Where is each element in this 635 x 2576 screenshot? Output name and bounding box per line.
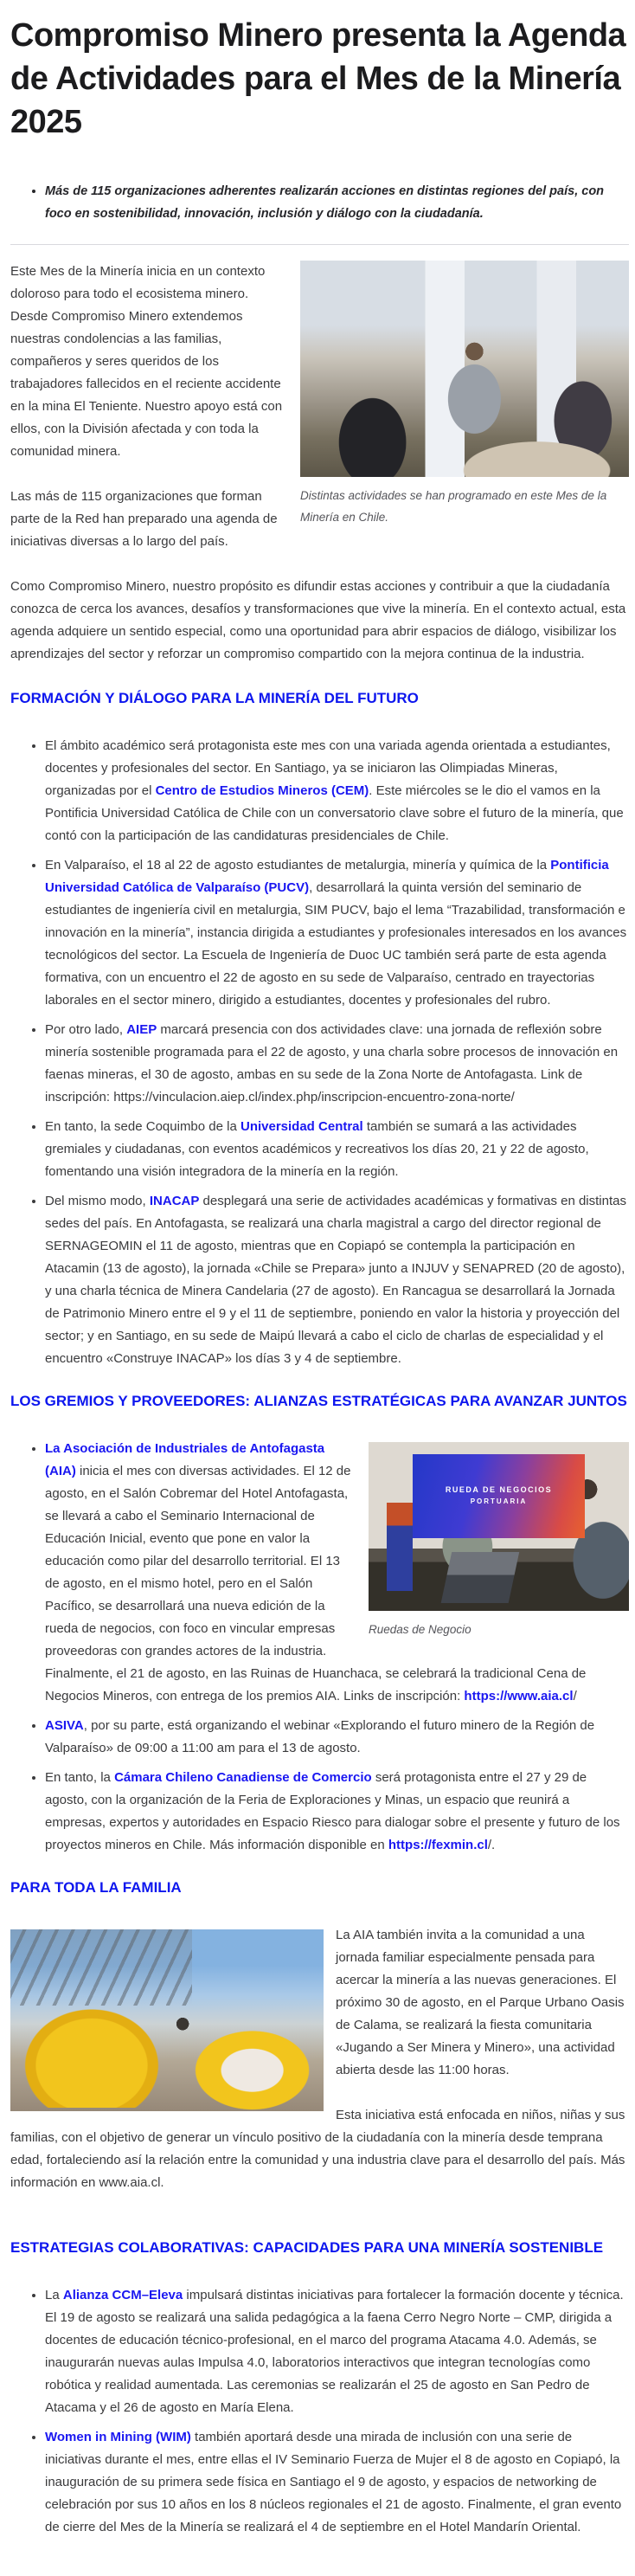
bullet-item bbox=[45, 1190, 629, 1370]
photo-screen-text-1: • RUEDA DE NEGOCIOS bbox=[445, 1485, 553, 1495]
inline-link[interactable]: La Asociación de Industriales de Antofagasta (AIA) bbox=[45, 1441, 325, 1478]
bullet-text: La Alianza CCM–Eleva impulsará distintas iniciativas para fortalecer la formación docente y técnica. El 19 de agosto se realizará una salida pedagógica a la faena Cerro Negro Norte – CMP, dirigida a docentes de educación técnico-profesional, en el marco del programa Atacama 4.0. Además, se inaugurarán nuevas aulas Impulsa 4.0, laboratorios interactivos que integran tecnologías como robótica y realidad aumentada. Las ceremonias se realizarán el 25 de agosto en San Pedro de Atacama y el 26 de agosto en María Elena. bbox=[45, 2288, 624, 2415]
bullet-item bbox=[45, 2284, 629, 2419]
intro-paragraph-1: Este Mes de la Minería inicia en un contexto doloroso para todo el ecosistema minero. Desde Compromiso Minero extendemos nuestras condolencias a las familias, compañeros y seres queridos de los trabajadores fallecidos en el reciente accidente en la mina El Teniente. Nuestro apoyo está con ellos, con la División afectada y con toda la comunidad minera. bbox=[10, 264, 283, 459]
ride-car-shape bbox=[16, 2002, 167, 2108]
section-heading-formacion: FORMACIÓN Y DIÁLOGO PARA LA MINERÍA DEL FUTURO bbox=[10, 690, 419, 706]
bullet-item bbox=[45, 1438, 629, 1708]
lead-summary-item: • Más de 115 organizaciones adherentes realizarán acciones en distintas regiones del país, con foco en sostenibilidad, innovación, inclusión y diálogo con la ciudadanía. bbox=[45, 180, 629, 225]
inline-link[interactable]: Pontificia Universidad Católica de Valparaíso (PUCV) bbox=[45, 858, 609, 895]
photo-screen-text-2: PORTUARIA bbox=[470, 1497, 528, 1506]
bullet-text: En Valparaíso, el 18 al 22 de agosto estudiantes de metalurgia, minería y química de la Pontificia Universidad Católica de Valparaíso (PUCV), desarrollará la quinta versión del seminario de estudiantes de ingeniería civil en metalurgia, SIM PUCV, bajo el lema “Trazabilidad, transformación e innovación en la minería”, instancia dirigida a estudiantes y profesionales interesados en los avances tecnológicos del sector. La Escuela de Ingeniería de Duoc UC también será parte de esta agenda formativa, con un encuentro el 22 de agosto en su sede de Valparaíso, centrado en trayectorias laborales en el sector minero, dirigido a estudiantes, docentes y profesionales del rubro. bbox=[45, 858, 627, 1008]
figure-ruedas-negocio bbox=[369, 1442, 629, 1640]
bullet-text: En tanto, la Cámara Chileno Canadiense de Comercio será protagonista entre el 27 y 29 de agosto, con la organización de la Feria de Exploraciones y Minas, un espacio que reunirá a empresas, expertos y autoridades en Espacio Riesco para dialogar sobre el presente y futuro de los proyectos mineros en Chile. Más información disponible en https://fexmin.cl/. bbox=[45, 1770, 620, 1852]
bullet-list-gremios bbox=[10, 1438, 629, 1857]
page-title: Compromiso Minero presenta la Agenda de Actividades para el Mes de la Minería 2025 bbox=[10, 17, 626, 140]
section-heading-estrategias: ESTRATEGIAS COLABORATIVAS: CAPACIDADES PARA UNA MINERÍA SOSTENIBLE bbox=[10, 2239, 604, 2256]
photo-ruedas-de-negocio bbox=[369, 1442, 629, 1611]
inline-link[interactable]: Alianza CCM–Eleva bbox=[62, 2288, 183, 2302]
inline-link[interactable]: INACAP bbox=[149, 1194, 200, 1208]
bullet-item bbox=[45, 1019, 629, 1109]
photo-networking-event bbox=[300, 261, 629, 477]
bullet-item bbox=[45, 1715, 629, 1760]
intro-paragraph-2: Las más de 115 organizaciones que forman parte de la Red han preparado una agenda de iniciativas diversas a lo largo del país. bbox=[10, 489, 278, 549]
figure-mining-month bbox=[300, 261, 629, 528]
photo-caption: Ruedas de Negocio bbox=[369, 1623, 471, 1636]
bullet-text: En tanto, la sede Coquimbo de la Universidad Central también se sumará a las actividades gremiales y ciudadanas, con eventos académicos y recreativos los días 20, 21 y 22 de agosto, fomentando una visión integradora de la minería en la región. bbox=[45, 1119, 589, 1179]
bullet-item bbox=[45, 2426, 629, 2539]
bullet-item bbox=[45, 1116, 629, 1183]
photo-family-ride bbox=[10, 1929, 324, 2111]
family-section bbox=[10, 1924, 629, 2217]
bullet-list-estrategias bbox=[10, 2284, 629, 2539]
inline-link[interactable]: AIEP bbox=[126, 1022, 157, 1037]
bullet-item bbox=[45, 854, 629, 1012]
divider bbox=[10, 244, 629, 245]
figure-family-ride bbox=[10, 1929, 324, 2111]
inline-link[interactable]: https://www.aia.cl bbox=[464, 1689, 574, 1703]
bullet-text: El ámbito académico será protagonista este mes con una variada agenda orientada a estudiantes, docentes y profesionales del sector. En Santiago, ya se iniciaron las Olimpiadas Mineras, organizadas por el Centro de Estudios Mineros (CEM). Este miércoles se le dio el vamos en la Pontificia Universidad Católica de Chile con un conversatorio clave sobre el futuro de la minería, que contó con la participación de las candidaturas presidenciales de Chile. bbox=[45, 738, 624, 843]
bullet-text: La Asociación de Industriales de Antofagasta (AIA) inicia el mes con diversas actividades. El 12 de agosto, en el Salón Cobremar del Hotel Antofagasta, se llevará a cabo el Seminario Internacional de Educación Inicial, evento que pone en valor la educación como pilar del desarrollo territorial. El 13 de agosto, en el mismo hotel, pero en el Salón Pacífico, se desarrollará una nueva edición de la rueda de negocios, con foco en vincular empresas proveedoras con grandes actores de la industria. Finalmente, el 21 de agosto, en las Ruinas de Huanchaca, se celebrará la tradicional Cena de Negocios Mineros, con entrega de los premios AIA. Links de inscripción: https://www.aia.cl/ bbox=[45, 1441, 587, 1703]
bullet-text: Women in Mining (WIM) también aportará desde una mirada de inclusión con una serie de iniciativas durante el mes, entre ellas el IV Seminario Fuerza de Mujer el 8 de agosto en Copiapó, la inauguración de su primera sede física en Santiago el 9 de agosto, y espacios de networking de celebración por sus 10 años en los 8 núcleos regionales el 21 de agosto. Finalmente, el gran evento de cierre del Mes de la Minería se realizará el 4 de septiembre en el Hotel Mandarín Oriental. bbox=[45, 2430, 622, 2534]
bullet-item bbox=[45, 1767, 629, 1857]
laptop-shape bbox=[441, 1552, 520, 1603]
family-paragraph-1: La AIA también invita a la comunidad a una jornada familiar especialmente pensada para acercar la minería a las nuevas generaciones. El próximo 30 de agosto, en el Parque Urbano Oasis de Calama, se realizará la fiesta comunitaria «Jugando a Ser Minera y Minero», una actividad abierta desde las 11:00 horas. bbox=[336, 1928, 625, 2077]
bullet-list-formacion bbox=[10, 735, 629, 1370]
bullet-text: Por otro lado, AIEP marcará presencia con dos actividades clave: una jornada de reflexión sobre minería sostenible programada para el 22 de agosto, y una charla sobre procesos de innovación en faenas mineras, el 30 de agosto, ambas en su sede de la Zona Norte de Antofagasta. Link de inscripción: https://vinculacion.aiep.cl/index.php/inscripcion-encuentro-zona-norte/ bbox=[45, 1022, 619, 1104]
intro-paragraph-3: Como Compromiso Minero, nuestro propósito es difundir estas acciones y contribuir a que la ciudadanía conozca de cerca los avances, desafíos y transformaciones que vive la minería. En el contexto actual, esta agenda adquiere un sentido especial, como una oportunidad para abrir espacios de diálogo, visibilizar los aprendizajes del sector y reforzar un compromiso compartido con la mejora continua de la industria. bbox=[10, 579, 626, 661]
bullet-item bbox=[45, 735, 629, 847]
section-heading-familia: PARA TODA LA FAMILIA bbox=[10, 1879, 182, 1896]
event-banner-shape bbox=[387, 1503, 413, 1590]
inline-link[interactable]: Universidad Central bbox=[240, 1119, 363, 1134]
canopy-shape bbox=[10, 1929, 192, 2006]
photo-caption: Distintas actividades se han programado en este Mes de la Minería en Chile. bbox=[300, 489, 607, 524]
inline-link[interactable]: ASIVA bbox=[45, 1718, 84, 1733]
lead-summary-list bbox=[10, 180, 629, 225]
bullet-text: Del mismo modo, INACAP desplegará una serie de actividades académicas y formativas en distintas sedes del país. En Antofagasta, se realizará una charla magistral a cargo del director regional de SERNAGEOMIN el 11 de agosto, mientras que en Copiapó se contempla la participación en Atacamin (13 de agosto), la jornada «Chile se Prepara» junto a INJUV y SENAPRED (20 de agosto), y una charla técnica de Minera Candelaria (27 de agosto). En Rancagua se desarrollará la Jornada de Patrimonio Minero entre el 9 y el 11 de septiembre, poniendo en valor la historia y proyección del sector; y en Santiago, en su sede de Maipú llevará a cabo el ciclo de charlas de especialidad y el encuentro «Construye INACAP» los días 3 y 4 de septiembre. bbox=[45, 1194, 626, 1366]
intro-section bbox=[10, 261, 629, 666]
ride-car-shape bbox=[180, 2020, 311, 2111]
inline-link[interactable]: https://fexmin.cl bbox=[388, 1838, 488, 1852]
family-paragraph-2: Esta iniciativa está enfocada en niños, niñas y sus familias, con el objetivo de generar un vínculo positivo de la ciudadanía con la minería desde temprana edad, fortaleciendo así la relación entre la comunidad y una industria clave para el desarrollo del país. Más información en www.aia.cl. bbox=[10, 2108, 625, 2190]
inline-link[interactable]: Cámara Chileno Canadiense de Comercio bbox=[114, 1770, 372, 1785]
photo-screen bbox=[413, 1454, 585, 1539]
section-heading-gremios: LOS GREMIOS Y PROVEEDORES: ALIANZAS ESTRATÉGICAS PARA AVANZAR JUNTOS bbox=[10, 1393, 627, 1409]
inline-link[interactable]: Women in Mining (WIM) bbox=[45, 2430, 191, 2444]
inline-link[interactable]: Centro de Estudios Mineros (CEM) bbox=[155, 783, 369, 798]
bullet-text: ASIVA, por su parte, está organizando el webinar «Explorando el futuro minero de la Región de Valparaíso» de 09:00 a 11:00 am para el 13 de agosto. bbox=[45, 1718, 595, 1755]
